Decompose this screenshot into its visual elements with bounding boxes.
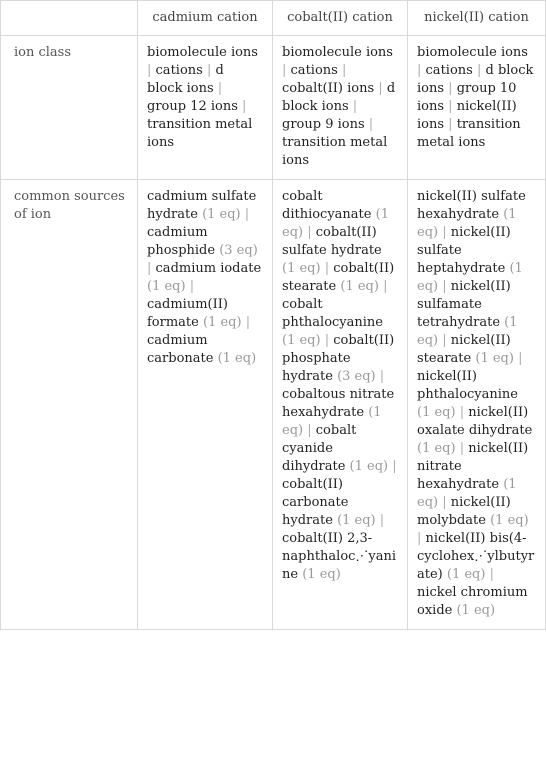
source-compound: cobalt cyanide dihydrate: [282, 423, 357, 474]
ion-class-item: nickel(II) ions: [417, 99, 517, 132]
separator: |: [459, 405, 465, 420]
separator: |: [383, 279, 388, 294]
separator: |: [206, 63, 212, 78]
separator: |: [282, 63, 287, 78]
ion-class-cell: [138, 36, 273, 180]
source-quantity: (1 eq): [456, 603, 496, 618]
source-compound: cobalt dithiocyanate: [282, 189, 372, 222]
source-compound: nickel(II) sulfamate tetrahydrate: [417, 279, 511, 330]
source-quantity: (3 eq): [337, 369, 376, 384]
separator: |: [442, 333, 447, 348]
source-compound: cadmium iodate: [155, 261, 262, 276]
source-compound: nickel chromium oxide: [417, 585, 528, 618]
ion-class-item: transition metal ions: [417, 117, 521, 150]
source-quantity: (1 eq): [417, 405, 456, 420]
source-compound: nickel(II) nitrate hexahydrate: [417, 441, 529, 492]
separator: |: [417, 63, 422, 78]
ion-class-item: group 9 ions: [282, 117, 365, 132]
source-quantity: (1 eq): [417, 315, 518, 348]
column-header-cadmium: cadmium cation: [138, 1, 273, 36]
source-compound: nickel(II) sulfate hexahydrate: [417, 189, 526, 222]
separator: |: [378, 81, 383, 96]
separator: |: [307, 225, 312, 240]
ion-class-item: biomolecule ions: [147, 45, 258, 60]
separator: |: [324, 333, 330, 348]
source-quantity: (1 eq): [282, 405, 382, 438]
source-quantity: (1 eq): [337, 513, 376, 528]
ion-class-item: cations: [425, 63, 473, 78]
source-quantity: (1 eq): [417, 441, 456, 456]
separator: |: [379, 369, 385, 384]
separator: |: [352, 99, 358, 114]
source-quantity: (1 eq): [417, 477, 517, 510]
ion-class-cell: [408, 36, 546, 180]
source-compound: cobalt(II) stearate: [282, 261, 395, 294]
source-compound: nickel(II) sulfate heptahydrate: [417, 225, 511, 276]
column-header-nickel: nickel(II) cation: [408, 1, 546, 36]
ion-class-item: cations: [155, 63, 203, 78]
source-compound: cobalt phthalocyanine: [282, 297, 383, 330]
separator: |: [459, 441, 465, 456]
separator: |: [245, 315, 251, 330]
separator: |: [368, 117, 374, 132]
sources-cell: [408, 180, 546, 630]
source-compound: cadmium(II) formate: [147, 297, 228, 330]
source-compound: nickel(II) bis(4-cyclohex⋰ylbutyrate): [417, 531, 535, 582]
source-quantity: (1 eq): [282, 207, 389, 240]
source-quantity: (1 eq): [282, 333, 321, 348]
column-header-cobalt: cobalt(II) cation: [273, 1, 408, 36]
source-quantity: (1 eq): [490, 513, 529, 528]
source-compound: cobalt(II) sulfate hydrate: [282, 225, 382, 258]
separator: |: [242, 99, 247, 114]
row-common-sources: [1, 180, 546, 630]
source-quantity: (1 eq): [302, 567, 341, 582]
source-compound: cobalt(II) 2,3-naphthaloc⋰yanine: [282, 531, 397, 582]
source-compound: cobalt(II) phosphate hydrate: [282, 333, 395, 384]
separator: |: [442, 225, 447, 240]
source-quantity: (1 eq): [475, 351, 514, 366]
source-quantity: (1 eq): [417, 207, 517, 240]
separator: |: [518, 351, 523, 366]
source-compound: cadmium sulfate hydrate: [147, 189, 257, 222]
row-ion-class: [1, 36, 546, 180]
ion-class-item: d block ions: [147, 63, 224, 96]
ion-class-item: cations: [290, 63, 338, 78]
separator: |: [392, 459, 397, 474]
separator: |: [448, 81, 453, 96]
separator: |: [217, 81, 223, 96]
sources-cell: [138, 180, 273, 630]
sources-cell: [273, 180, 408, 630]
separator: |: [147, 63, 152, 78]
source-quantity: (1 eq): [217, 351, 257, 366]
separator: |: [324, 261, 330, 276]
separator: |: [189, 279, 195, 294]
source-compound: nickel(II) phthalocyanine: [417, 369, 518, 402]
ion-class-item: group 12 ions: [147, 99, 238, 114]
source-quantity: (1 eq): [446, 567, 486, 582]
separator: |: [147, 261, 152, 276]
separator: |: [476, 63, 482, 78]
source-quantity: (1 eq): [340, 279, 379, 294]
separator: |: [448, 117, 453, 132]
ion-class-item: d block ions: [417, 63, 534, 96]
header-row: [1, 1, 546, 36]
separator: |: [307, 423, 312, 438]
ion-class-item: biomolecule ions: [417, 45, 528, 60]
ion-class-item: group 10 ions: [417, 81, 517, 114]
source-quantity: (1 eq): [202, 207, 241, 222]
source-compound: cobalt(II) carbonate hydrate: [282, 477, 349, 528]
separator: |: [448, 99, 453, 114]
source-compound: cobaltous nitrate hexahydrate: [282, 387, 395, 420]
separator: |: [341, 63, 347, 78]
source-compound: cadmium phosphide: [147, 225, 216, 258]
ion-class-item: d block ions: [282, 81, 396, 114]
ion-class-cell: [273, 36, 408, 180]
source-compound: nickel(II) stearate: [417, 333, 511, 366]
source-quantity: (1 eq): [417, 261, 523, 294]
source-quantity: (1 eq): [349, 459, 389, 474]
source-quantity: (1 eq): [147, 279, 186, 294]
separator: |: [442, 495, 447, 510]
source-compound: nickel(II) molybdate: [417, 495, 511, 528]
ion-class-item: cobalt(II) ions: [282, 81, 375, 96]
separator: |: [442, 279, 447, 294]
ion-class-item: transition metal ions: [282, 135, 388, 168]
source-quantity: (3 eq): [219, 243, 258, 258]
separator: |: [379, 513, 385, 528]
row-label-ion-class: ion class: [1, 36, 138, 180]
ion-class-item: biomolecule ions: [282, 45, 393, 60]
separator: |: [489, 567, 494, 582]
row-label-common-sources: common sources of ion: [1, 180, 138, 630]
source-quantity: (1 eq): [203, 315, 242, 330]
ion-class-item: transition metal ions: [147, 117, 253, 150]
separator: |: [244, 207, 250, 222]
source-quantity: (1 eq): [282, 261, 321, 276]
separator: |: [417, 531, 422, 546]
corner-header: [1, 1, 138, 36]
source-compound: cadmium carbonate: [147, 333, 214, 366]
source-compound: nickel(II) oxalate dihydrate: [417, 405, 533, 438]
